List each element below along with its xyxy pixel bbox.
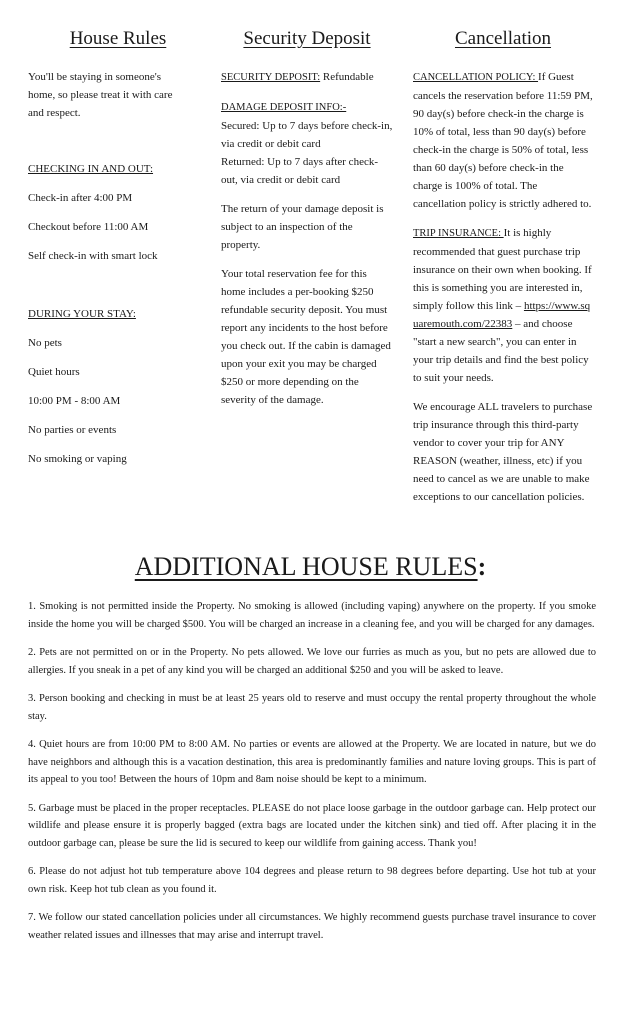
checkout-time: Checkout before 11:00 AM bbox=[28, 221, 149, 233]
rule-quiet-time: 10:00 PM - 8:00 AM bbox=[28, 395, 121, 407]
checkin-time: Check-in after 4:00 PM bbox=[28, 192, 133, 204]
house-rules-intro: You'll be staying in someone's home, so please treat it with care and respect. bbox=[28, 71, 173, 119]
damage-deposit-heading: DAMAGE DEPOSIT INFO:- bbox=[221, 102, 347, 113]
security-deposit-title: Security Deposit bbox=[243, 28, 371, 49]
self-checkin: Self check-in with smart lock bbox=[28, 250, 158, 262]
rule-no-parties: No parties or events bbox=[28, 424, 117, 436]
additional-rules-title-text: ADDITIONAL HOUSE RULES bbox=[134, 552, 478, 581]
additional-rule-6: 6. Please do not adjust hot tub temperature above 104 degrees and please return to 98 degrees before departing. Use hot tub at your own risk. Keep hot tub clean as you found it. bbox=[28, 866, 596, 895]
trip-insurance bbox=[413, 224, 593, 387]
deposit-inspection: The return of your damage deposit is subject to an inspection of the property. bbox=[221, 203, 384, 251]
trip-insurance-link[interactable]: https://www.squaremouth.com/22383 bbox=[413, 300, 591, 330]
additional-rule-5: 5. Garbage must be placed in the proper receptacles. PLEASE do not place loose garbage in the outdoor garbage can. Help protect our wildlife and please ensure it is properly bagged (extra bags are located under the kitchen sink) and tied off. After placing it in the outdoor garbage can, please be sure the lid is secured to keep our wildlife from gaining access. Thank you! bbox=[28, 802, 596, 849]
checking-heading: CHECKING IN AND OUT: bbox=[28, 163, 154, 175]
house-rules-title: House Rules bbox=[69, 28, 167, 49]
additional-rule-4: 4. Quiet hours are from 10:00 PM to 8:00 AM. No parties or events are allowed at the Property. We are located in nature, but we do have neighbors and although this is a vacation destination, this area is predominantly families and nature loving groups. This is part of its appeal to you too! Between the hours of 10pm and 8am noise should be kept to a minimum. bbox=[28, 739, 596, 785]
additional-rules-title-colon: : bbox=[477, 552, 487, 581]
security-deposit-column bbox=[221, 28, 393, 409]
additional-rules-list bbox=[28, 598, 596, 955]
trip-insurance-encourage: We encourage ALL travelers to purchase trip insurance through this third-party vendor to cover your trip for ANY REASON (weather, illness, etc) if you need to cancel as we are unable to make exceptions to our cancellation policies. bbox=[413, 401, 593, 503]
house-rules-column bbox=[28, 28, 178, 468]
during-stay-heading: DURING YOUR STAY: bbox=[28, 308, 136, 320]
additional-rule-7: 7. We follow our stated cancellation policies under all circumstances. We highly recommend guests purchase travel insurance to cover weather related issues and illnesses that may arise and interrupt travel. bbox=[28, 912, 596, 941]
rule-no-smoking: No smoking or vaping bbox=[28, 453, 127, 465]
cancellation-policy-label: CANCELLATION POLICY: bbox=[413, 72, 539, 83]
deposit-total-fee: Your total reservation fee for this home includes a per-booking $250 refundable security deposit. You must report any incidents to the host before you check out. If the cabin is damaged upon your exit you may be charged $250 or more depending on the severity of the damage. bbox=[221, 268, 391, 406]
additional-rule-2: 2. Pets are not permitted on or in the Property. No pets allowed. We love our furries as much as you, but no pets are allowed due to allergies. If you sneak in a pet of any kind you will be charged an additional $250 and you will be asked to leave. bbox=[28, 647, 596, 676]
security-deposit-line bbox=[221, 68, 393, 87]
rule-no-pets: No pets bbox=[28, 337, 62, 349]
security-deposit-value: Refundable bbox=[320, 71, 374, 83]
trip-insurance-text-2: – and choose "start a new search", you can enter in your trip details and find the best policy to suit your needs. bbox=[413, 318, 589, 384]
cancellation-title: Cancellation bbox=[454, 28, 552, 49]
rule-quiet-hours: Quiet hours bbox=[28, 366, 80, 378]
trip-insurance-text-1: It is highly recommended that guest purchase trip insurance on their own when booking. If this is something you are interested in, simply follow this link – bbox=[413, 227, 592, 312]
cancellation-column bbox=[413, 28, 593, 506]
security-deposit-label: SECURITY DEPOSIT: bbox=[221, 72, 321, 83]
damage-secured: Secured: Up to 7 days before check-in, via credit or debit card bbox=[221, 120, 393, 150]
cancellation-policy bbox=[413, 68, 593, 213]
additional-rules-title bbox=[0, 552, 621, 582]
additional-rule-3: 3. Person booking and checking in must be at least 25 years old to reserve and must occupy the rental property throughout the whole stay. bbox=[28, 693, 596, 722]
damage-returned: Returned: Up to 7 days after check-out, via credit or debit card bbox=[221, 156, 378, 186]
additional-rule-1: 1. Smoking is not permitted inside the Property. No smoking is allowed (including vaping) anywhere on the property. If you smoke inside the home you will be charged $500. You will be charged an increase in a cleaning fee, and you will be charged for any damages. bbox=[28, 601, 596, 630]
cancellation-policy-text: If Guest cancels the reservation before 11:59 PM, 90 day(s) before check-in the charge is 10% of total, less than 90 day(s) before check-in the charge is 50% of total, less than 60 day(s) before check-in the charge is 100% of total. The cancellation policy is strictly adhered to. bbox=[413, 71, 593, 210]
trip-insurance-label: TRIP INSURANCE: bbox=[413, 228, 504, 239]
